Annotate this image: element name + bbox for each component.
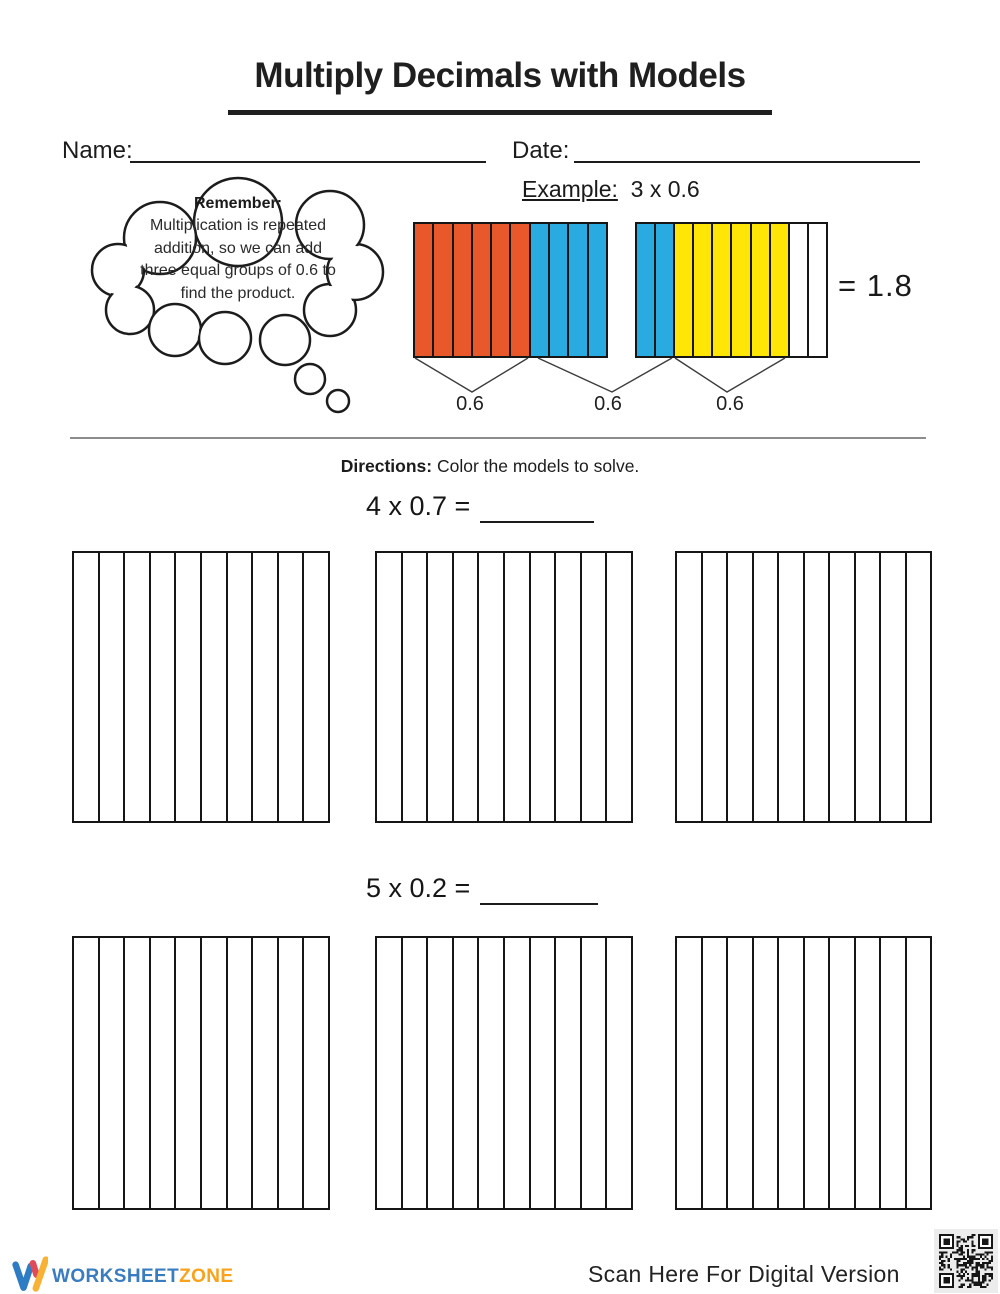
example-word: Example: [522, 176, 618, 202]
model-cell-empty[interactable] [228, 553, 254, 821]
problem-1-answer-blank[interactable] [480, 494, 594, 523]
model-cell-empty[interactable] [403, 553, 429, 821]
model-cell-empty[interactable] [202, 553, 228, 821]
group-label-2: 0.6 [594, 393, 622, 415]
model-cell-empty[interactable] [754, 938, 780, 1208]
model-cell-empty[interactable] [176, 938, 202, 1208]
scan-here-text: Scan Here For Digital Version [588, 1261, 900, 1287]
model-cell-empty[interactable] [728, 553, 754, 821]
model-cell-empty[interactable] [607, 553, 631, 821]
model-cell-blue [656, 224, 675, 356]
bubble-heading: Remember: [193, 195, 283, 212]
group-label-3: 0.6 [716, 393, 744, 415]
model-cell-blue [637, 224, 656, 356]
model-cell-yellow [732, 224, 751, 356]
model-cell-yellow [771, 224, 790, 356]
model-cell-empty[interactable] [279, 938, 305, 1208]
model-cell-empty[interactable] [582, 938, 608, 1208]
directions [0, 456, 980, 477]
model-cell-orange [492, 224, 511, 356]
model-cell-empty[interactable] [176, 553, 202, 821]
model-cell-white [809, 224, 826, 356]
model-cell-empty[interactable] [505, 938, 531, 1208]
model-cell-empty[interactable] [556, 553, 582, 821]
model-cell-empty[interactable] [677, 938, 703, 1208]
model-cell-yellow [713, 224, 732, 356]
worksheetzone-logo-icon [12, 1254, 48, 1294]
model-cell-empty[interactable] [907, 938, 931, 1208]
group-label-1: 0.6 [456, 393, 484, 415]
model-cell-empty[interactable] [304, 553, 328, 821]
example-result: = 1.8 [838, 268, 913, 303]
model-cell-empty[interactable] [779, 938, 805, 1208]
model-cell-blue [569, 224, 588, 356]
brand-zone: ZONE [179, 1266, 234, 1287]
section-divider [70, 437, 926, 439]
model-cell-empty[interactable] [805, 938, 831, 1208]
thought-trail-bubbles [295, 364, 349, 412]
name-line[interactable] [130, 137, 486, 163]
directions-label: Directions: [340, 456, 433, 476]
model-cell-empty[interactable] [74, 553, 100, 821]
model-cell-empty[interactable] [830, 553, 856, 821]
model-cell-empty[interactable] [228, 938, 254, 1208]
model-cell-yellow [694, 224, 713, 356]
model-cell-empty[interactable] [100, 938, 126, 1208]
model-cell-empty[interactable] [403, 938, 429, 1208]
model-cell-empty[interactable] [253, 938, 279, 1208]
model-cell-empty[interactable] [881, 938, 907, 1208]
model-cell-empty[interactable] [805, 553, 831, 821]
example-label [522, 176, 700, 203]
model-cell-blue [589, 224, 606, 356]
model-cell-orange [415, 224, 434, 356]
problem-2-answer-blank[interactable] [480, 876, 598, 905]
qr-code [934, 1229, 998, 1293]
bubble-line: addition, so we can add [153, 239, 323, 257]
model-cell-orange [454, 224, 473, 356]
model-cell-empty[interactable] [428, 553, 454, 821]
model-cell-empty[interactable] [556, 938, 582, 1208]
model-cell-empty[interactable] [202, 938, 228, 1208]
brand-wordmark [52, 1266, 234, 1288]
model-cell-empty[interactable] [377, 938, 403, 1208]
model-cell-empty[interactable] [531, 938, 557, 1208]
model-cell-blue [531, 224, 550, 356]
model-cell-empty[interactable] [428, 938, 454, 1208]
model-cell-empty[interactable] [304, 938, 328, 1208]
model-cell-empty[interactable] [125, 553, 151, 821]
example-expression: 3 x 0.6 [630, 176, 700, 202]
bubble-line: find the product. [180, 284, 296, 302]
model-cell-empty[interactable] [125, 938, 151, 1208]
model-cell-yellow [752, 224, 771, 356]
example-model-grid-1 [413, 222, 608, 358]
problem-2-model-grid-1 [72, 936, 330, 1210]
problem-1-model-grid-1 [72, 551, 330, 823]
model-cell-orange [511, 224, 530, 356]
model-cell-empty[interactable] [454, 553, 480, 821]
name-label: Name: [62, 137, 133, 164]
model-cell-empty[interactable] [279, 553, 305, 821]
model-cell-empty[interactable] [881, 553, 907, 821]
problem-1-model-grid-2 [375, 551, 633, 823]
problem-1-expression: 4 x 0.7 = [366, 491, 471, 521]
model-cell-empty[interactable] [531, 553, 557, 821]
problem-2-model-grid-3 [675, 936, 932, 1210]
model-cell-empty[interactable] [703, 553, 729, 821]
model-cell-empty[interactable] [151, 938, 177, 1208]
brand-worksheet: WORKSHEET [52, 1266, 180, 1287]
model-cell-empty[interactable] [607, 938, 631, 1208]
example-model-grid-2 [635, 222, 828, 358]
model-cell-empty[interactable] [505, 553, 531, 821]
model-cell-empty[interactable] [151, 553, 177, 821]
model-cell-empty[interactable] [454, 938, 480, 1208]
model-cell-empty[interactable] [479, 553, 505, 821]
model-cell-orange [434, 224, 453, 356]
problem-2-expression: 5 x 0.2 = [366, 873, 471, 903]
model-cell-empty[interactable] [830, 938, 856, 1208]
directions-text: Color the models to solve. [436, 456, 640, 476]
model-cell-yellow [675, 224, 694, 356]
problem-2-model-grid-2 [375, 936, 633, 1210]
model-cell-orange [473, 224, 492, 356]
model-cell-empty[interactable] [479, 938, 505, 1208]
model-cell-empty[interactable] [907, 553, 931, 821]
bubble-line: three equal groups of 0.6 to [140, 262, 336, 280]
model-cell-empty[interactable] [677, 553, 703, 821]
model-cell-empty[interactable] [74, 938, 100, 1208]
model-cell-empty[interactable] [377, 553, 403, 821]
bubble-text [125, 193, 351, 305]
date-line[interactable] [574, 137, 920, 163]
date-label: Date: [512, 137, 570, 164]
model-cell-empty[interactable] [754, 553, 780, 821]
problem-1-model-grid-3 [675, 551, 932, 823]
model-cell-empty[interactable] [779, 553, 805, 821]
model-cell-empty[interactable] [856, 553, 882, 821]
model-cell-empty[interactable] [100, 553, 126, 821]
page-title: Multiply Decimals with Models [254, 56, 746, 95]
title-underline [228, 110, 772, 115]
model-cell-empty[interactable] [728, 938, 754, 1208]
model-cell-empty[interactable] [856, 938, 882, 1208]
model-cell-white [790, 224, 809, 356]
bubble-line: Multiplication is repeated [149, 217, 327, 235]
model-cell-empty[interactable] [703, 938, 729, 1208]
model-cell-empty[interactable] [253, 553, 279, 821]
model-cell-empty[interactable] [582, 553, 608, 821]
model-cell-blue [550, 224, 569, 356]
